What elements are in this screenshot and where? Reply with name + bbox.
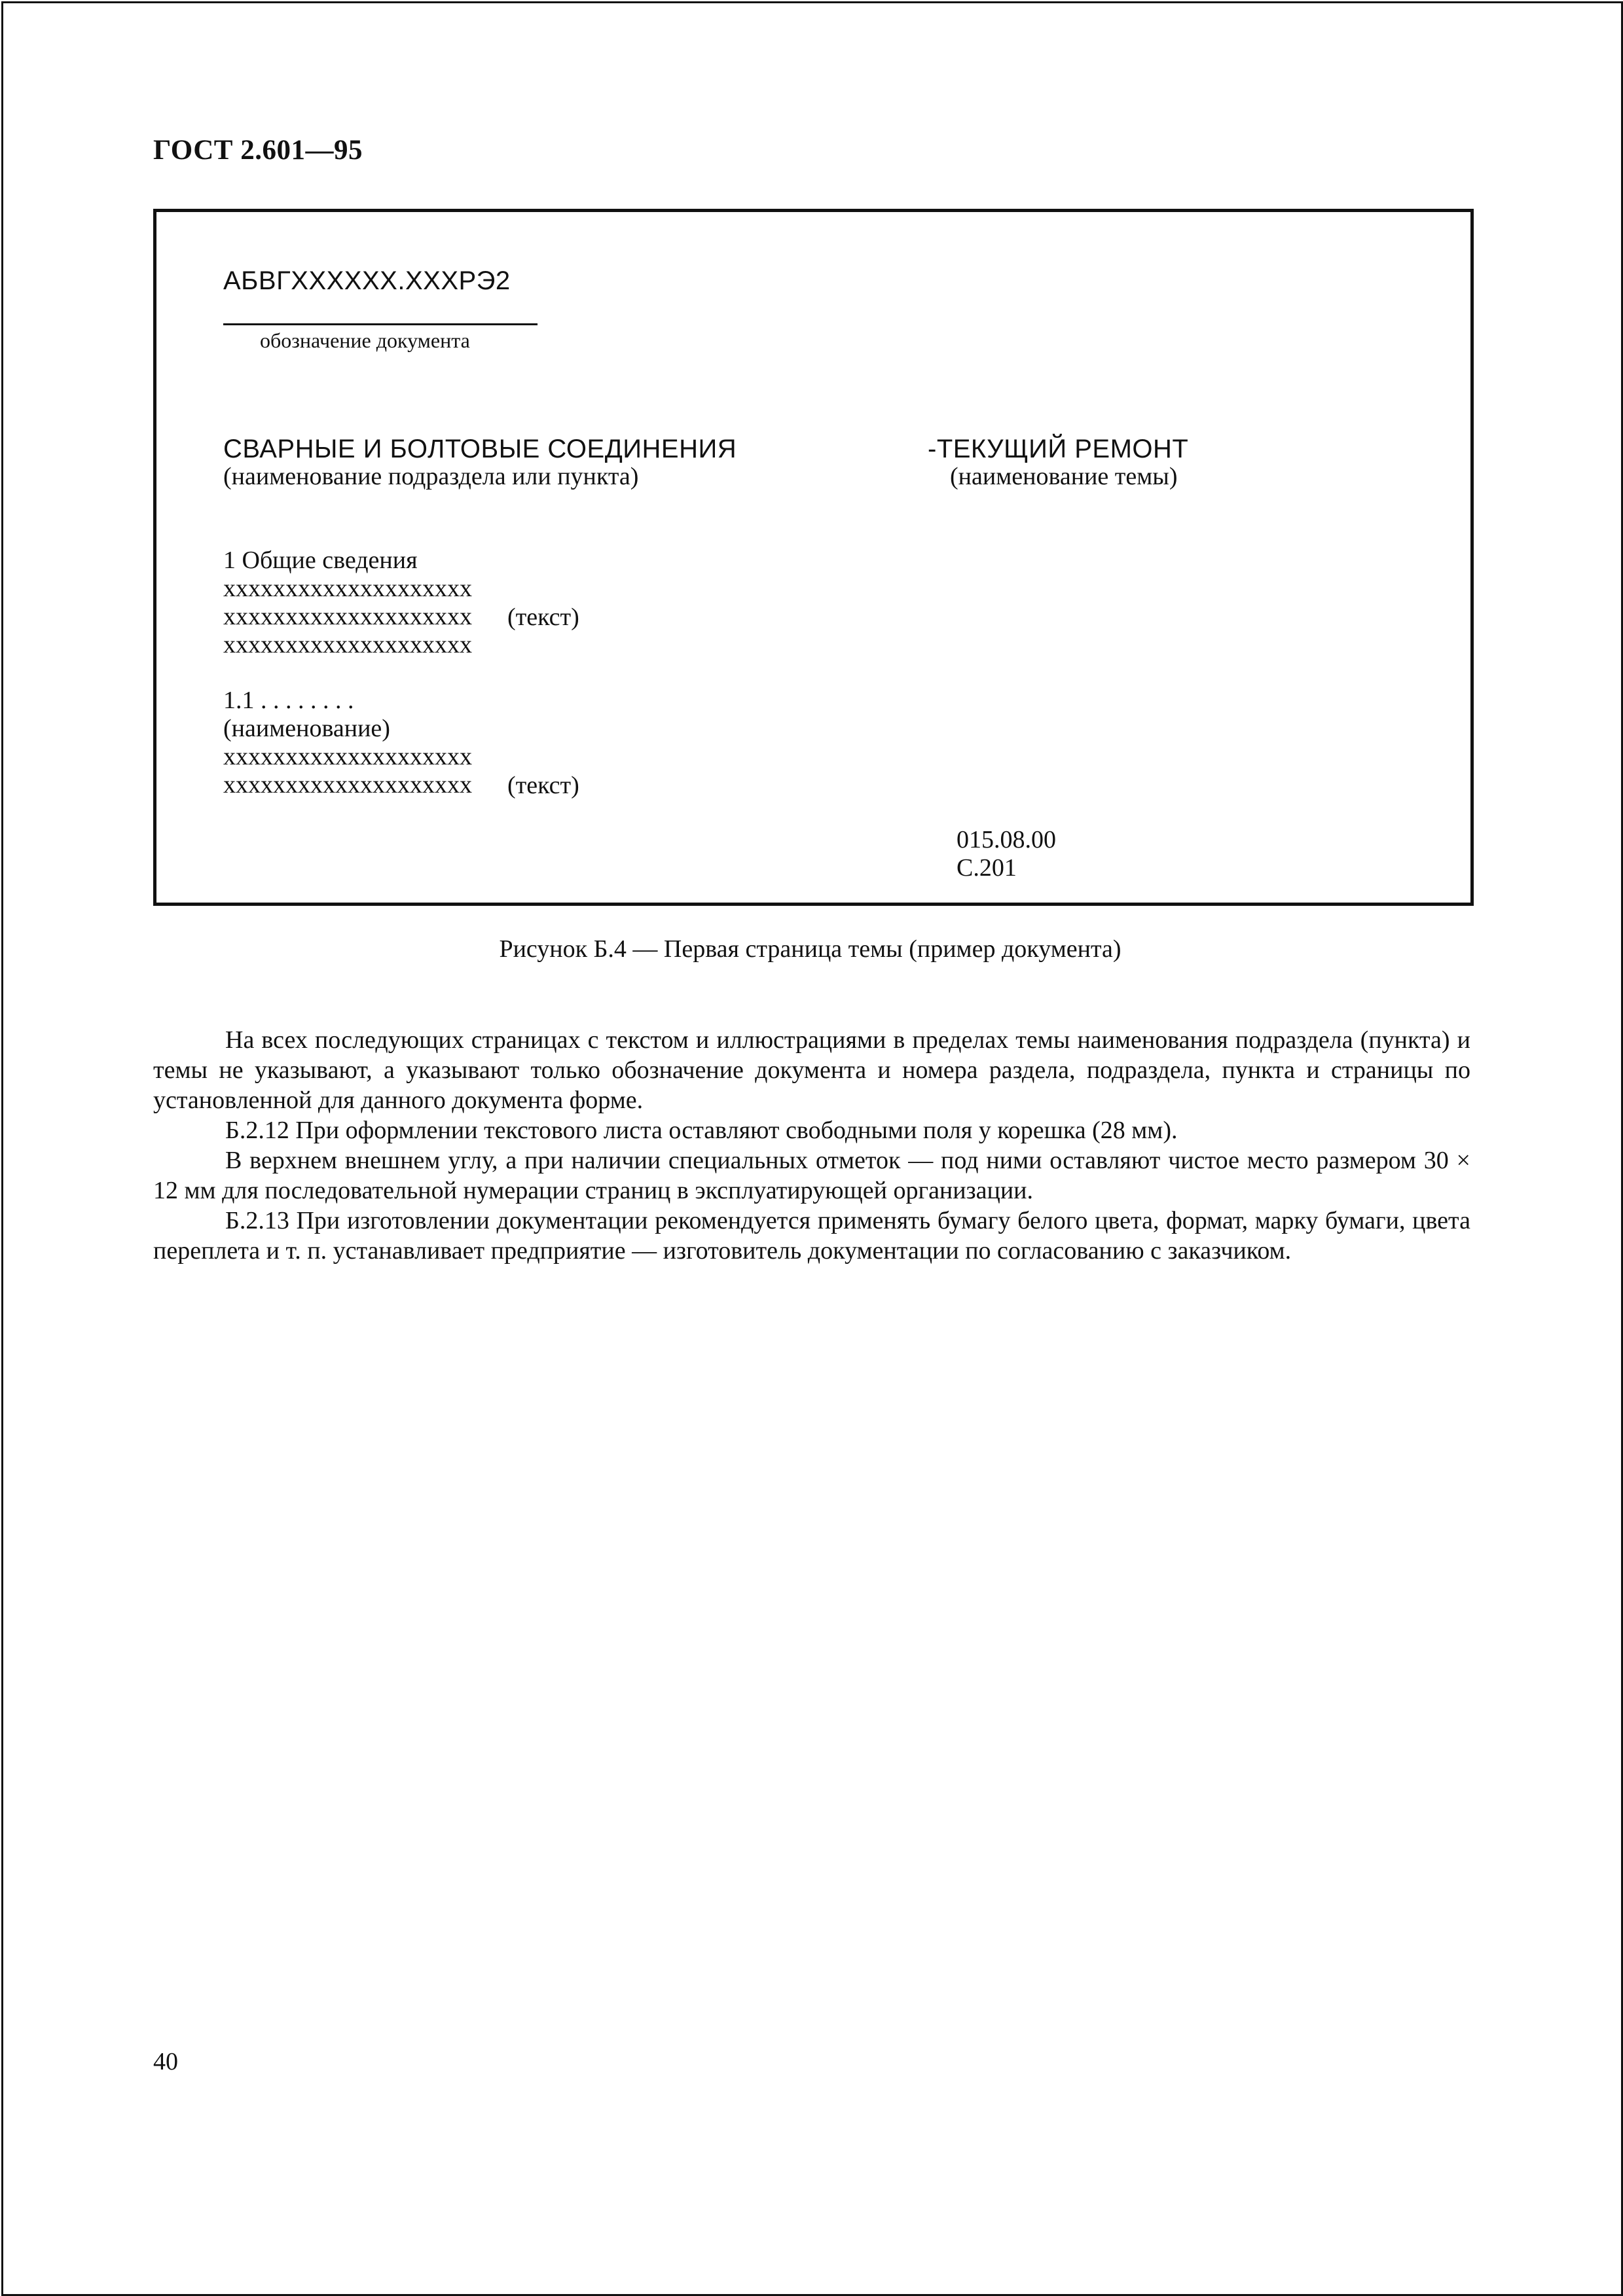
section1-text-label: (текст) xyxy=(507,603,579,631)
paragraph: На всех последующих страницах с текстом и иллюстрациями в пределах темы наименования подраздела (пункта) и темы не указывают, а указывают только обозначение документа и номера раздела, подраздела, пункта и страницы по установленной для данного документа форме. xyxy=(153,1026,1470,1114)
section1-block xyxy=(223,547,472,659)
page-number: 40 xyxy=(153,2048,178,2075)
section11-text-label: (текст) xyxy=(507,772,579,799)
subsection-title: СВАРНЫЕ И БОЛТОВЫЕ СОЕДИНЕНИЯ xyxy=(223,435,737,463)
section11-block xyxy=(223,687,472,799)
page-header-title: ГОСТ 2.601—95 xyxy=(153,135,363,166)
paragraph: Б.2.13 При изготовлении документации рекомендуется применять бумагу белого цвета, формат, марку бумаги, цвета переплета и т. п. устанавливает предприятие — изготовитель документации по согласованию с заказчиком. xyxy=(153,1207,1470,1265)
figure-frame xyxy=(153,209,1474,906)
document-designation: АБВГXXXXXX.XXXРЭ2 xyxy=(223,266,511,295)
subsection-caption: (наименование подраздела или пункта) xyxy=(223,463,639,490)
paragraph: В верхнем внешнем углу, а при наличии специальных отметок — под ними оставляют чистое место размером 30 × 12 мм для последовательной нумерации страниц в эксплуатирующей организации. xyxy=(153,1147,1470,1204)
section11-line-1: xxxxxxxxxxxxxxxxxxxx xyxy=(223,743,472,770)
designation-caption: обозначение документа xyxy=(260,329,470,352)
section11-heading: 1.1 . . . . . . . . xyxy=(223,687,354,714)
section1-line-2: xxxxxxxxxxxxxxxxxxxx xyxy=(223,603,472,630)
paragraph: Б.2.12 При оформлении текстового листа оставляют свободными поля у корешка (28 мм). xyxy=(225,1117,1178,1144)
figure-code: 015.08.00 xyxy=(957,826,1056,853)
section1-line-1: xxxxxxxxxxxxxxxxxxxx xyxy=(223,575,472,602)
topic-title: -ТЕКУЩИЙ РЕМОНТ xyxy=(928,435,1189,463)
figure-code-block xyxy=(957,826,1056,882)
section11-name-label: (наименование) xyxy=(223,715,390,742)
body-text xyxy=(153,1025,1470,1266)
section1-heading: 1 Общие сведения xyxy=(223,547,418,574)
section1-line-3: xxxxxxxxxxxxxxxxxxxx xyxy=(223,631,472,658)
section11-line-2: xxxxxxxxxxxxxxxxxxxx xyxy=(223,771,472,798)
designation-underline xyxy=(223,323,538,325)
figure-page-ref: С.201 xyxy=(957,854,1017,882)
figure-caption: Рисунок Б.4 — Первая страница темы (пример документа) xyxy=(499,935,1122,963)
topic-caption: (наименование темы) xyxy=(950,463,1178,490)
